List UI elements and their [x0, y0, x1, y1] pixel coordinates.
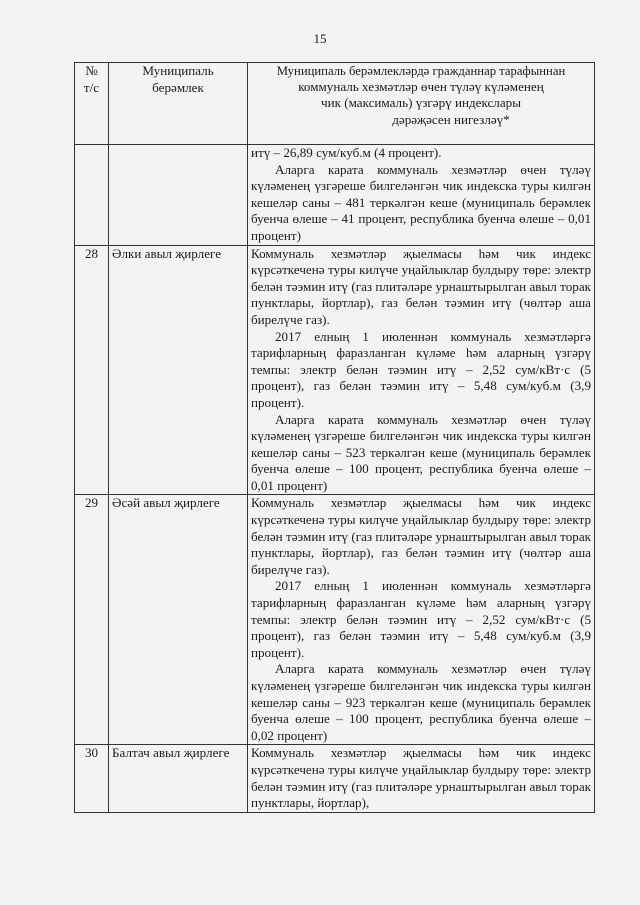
- table-header-row: [75, 63, 595, 145]
- row-description: [248, 745, 595, 812]
- table-row: [75, 245, 595, 495]
- row-paragraph-tariffs: 2017 елның 1 июленнән коммуналь хезмәтләргә тарифларның фаразланган күләме һәм аларның үзгәрү темпы: электр белән тәэмин итү – 2,52 сум/кВт·с (5 процент), газ белән тәэмин итү – 5,48 сум/куб.м (3,9 процент).: [251, 328, 591, 410]
- header-municipality-line2: берәмлек: [152, 79, 204, 95]
- row-municipality-name: Әсәй авыл җирлеге: [109, 495, 248, 745]
- continuation-number-cell: [75, 145, 109, 246]
- row-municipality-name: Әлки авыл җирлеге: [109, 245, 248, 495]
- row-municipality-name: Балтач авыл җирлеге: [109, 745, 248, 812]
- continuation-row: [75, 145, 595, 246]
- continuation-paragraph-1: итү – 26,89 сум/куб.м (4 процент).: [251, 145, 442, 160]
- continuation-paragraph-2: Аларга карата коммуналь хезмәтләр өчен түләү күләменең үзгәреше билгеләнгән чик индекска туры килгән кешеләр саны – 481 теркәлгән кеше (муниципаль берәмлек буенча өлеше – 41 процент, республика буенча өлеше – 0,01 процент): [251, 161, 591, 243]
- row-paragraph-amenities: Коммуналь хезмәтләр җыелмасы һәм чик индекс күрсәткеченә туры килүче уңайлыклар булдыру төре: электр белән тәэмин итү (газ плитәләре урнаштырылган авыл торак пунктлары, йортлар), газ белән тәэмин итү (чөлтәр аша бирелүче газ).: [251, 245, 591, 327]
- row-paragraph-amenities: Коммуналь хезмәтләр җыелмасы һәм чик индекс күрсәткеченә туры килүче уңайлыклар булдыру төре: электр белән тәэмин итү (газ плитәләре урнаштырылган авыл торак пунктлары, йортлар), газ белән тәэмин итү (чөлтәр аша бирелүче газ).: [251, 495, 591, 577]
- row-description: [248, 245, 595, 495]
- row-paragraph-population: Аларга карата коммуналь хезмәтләр өчен түләү күләменең үзгәреше билгеләнгән чик индекска туры килгән кешеләр саны – 523 теркәлгән кеше (муниципаль берәмлек буенча өлеше – 100 процент, республика буенча өлеше – 0,01 процент): [251, 411, 591, 493]
- continuation-description-cell: [248, 145, 595, 246]
- page-number: 15: [313, 31, 327, 46]
- row-paragraph-amenities: Коммуналь хезмәтләр җыелмасы һәм чик индекс күрсәткеченә туры килүче уңайлыклар булдыру төре: электр белән тәэмин итү (газ плитәләре урнаштырылган авыл торак пунктлары, йортлар),: [251, 745, 591, 811]
- header-justification-line2: коммуналь хезмәтләр өчен түләү күләменең: [298, 79, 544, 95]
- header-justification-line3: чик (максималь) үзгәрү индекслары: [320, 95, 521, 111]
- header-municipality-column: [109, 63, 248, 145]
- header-number-abbrev: т/с: [83, 79, 100, 95]
- row-number: 30: [75, 745, 109, 812]
- row-number: 28: [75, 245, 109, 495]
- continuation-name-cell: [109, 145, 248, 246]
- header-municipality-line1: Муниципаль: [142, 63, 214, 78]
- header-justification-line1: Муниципаль берәмлекләрдә гражданнар тарафыннан: [276, 64, 566, 78]
- row-paragraph-population: Аларга карата коммуналь хезмәтләр өчен түләү күләменең үзгәреше билгеләнгән чик индекска туры килгән кешеләр саны – 923 теркәлгән кеше (муниципаль берәмлек буенча өлеше – 100 процент, республика буенча өлеше – 0,02 процент): [251, 661, 591, 743]
- row-paragraph-tariffs: 2017 елның 1 июленнән коммуналь хезмәтләргә тарифларның фаразланган күләме һәм аларның үзгәрү темпы: электр белән тәэмин итү – 2,52 сум/кВт·с (5 процент), газ белән тәэмин итү – 5,48 сум/куб.м (3,9 процент).: [251, 578, 591, 660]
- header-justification-line4: дәрәҗәсен нигезләү*: [392, 111, 510, 127]
- header-number-column: [75, 63, 109, 145]
- header-number-symbol: №: [85, 63, 98, 78]
- header-justification-column: [248, 63, 595, 145]
- table-row: [75, 495, 595, 745]
- municipal-index-table: [74, 62, 595, 813]
- row-number: 29: [75, 495, 109, 745]
- row-description: [248, 495, 595, 745]
- table-row: [75, 745, 595, 812]
